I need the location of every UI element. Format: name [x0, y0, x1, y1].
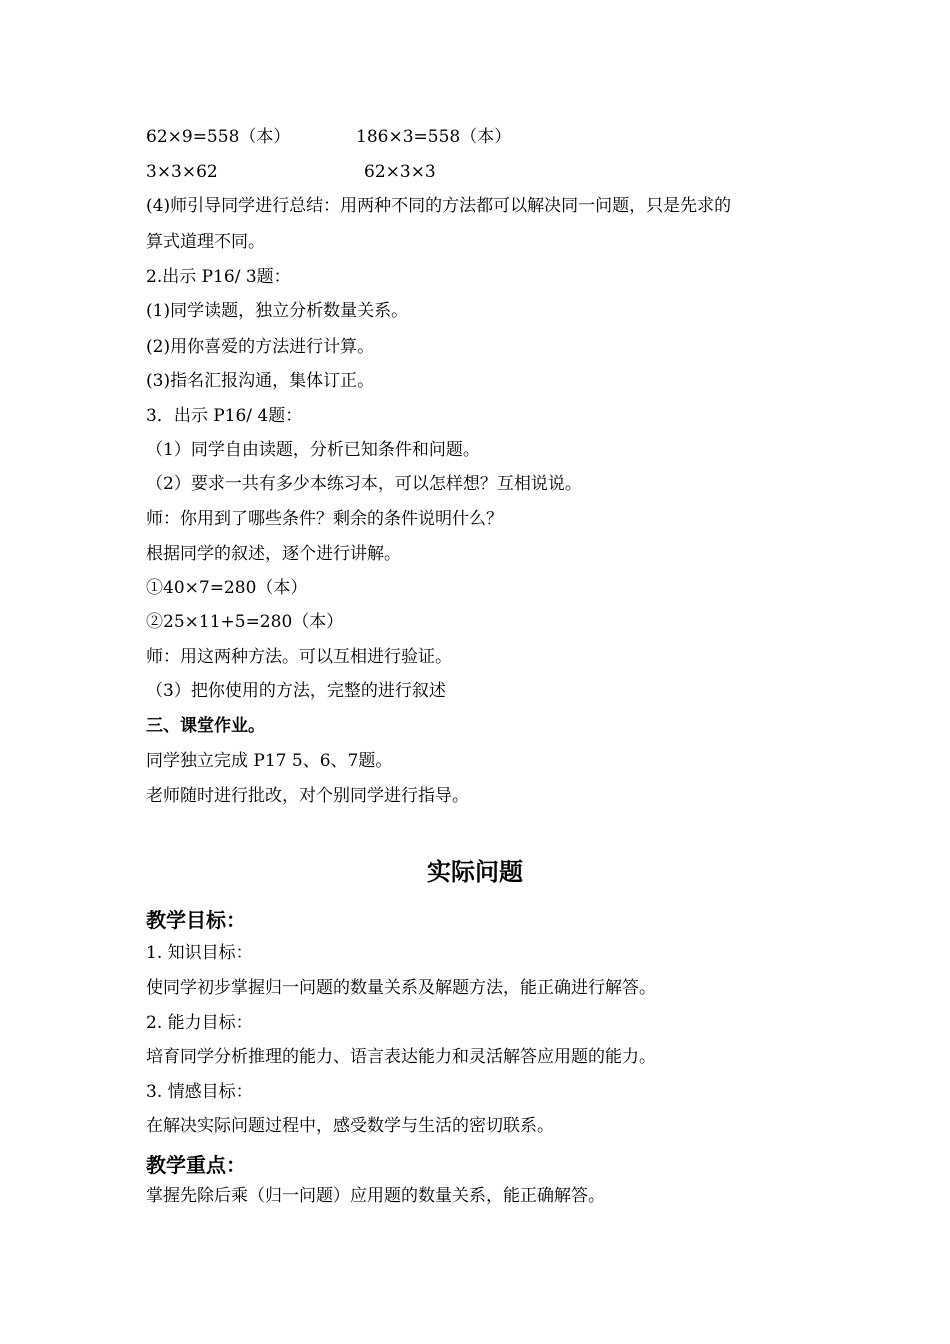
- item3-step-2: （2）要求一共有多少本练习本，可以怎样想？互相说说。: [146, 474, 582, 494]
- calculation-2: ②25×11+5=280（本）: [146, 612, 344, 632]
- equation-row-1: [146, 125, 512, 149]
- item2-step-1: (1)同学读题，独立分析数量关系。: [146, 301, 409, 321]
- goal-3-label: 3. 情感目标：: [146, 1082, 253, 1102]
- classwork-line-2: 老师随时进行批改，对个别同学进行指导。: [146, 786, 469, 806]
- item3-title: 3．出示 P16/ 4题：: [146, 406, 303, 426]
- equation-left: 3×3×62: [146, 162, 218, 182]
- item2-step-2: (2)用你喜爱的方法进行计算。: [146, 337, 375, 357]
- goal-1-label: 1. 知识目标：: [146, 943, 253, 963]
- goal-1-text: 使同学初步掌握归一问题的数量关系及解题方法，能正确进行解答。: [146, 978, 656, 998]
- summary-line-1: (4)师引导同学进行总结：用两种不同的方法都可以解决同一问题，只是先求的: [146, 196, 732, 216]
- item2-step-3: (3)指名汇报沟通，集体订正。: [146, 371, 375, 391]
- item3-step-1: （1）同学自由读题，分析已知条件和问题。: [146, 440, 480, 460]
- teacher-question: 师：你用到了哪些条件？剩余的条件说明什么？: [146, 509, 503, 529]
- summary-line-2: 算式道理不同。: [146, 232, 265, 252]
- goal-2-text: 培育同学分析推理的能力、语言表达能力和灵活解答应用题的能力。: [146, 1047, 656, 1067]
- goals-heading: 教学目标：: [146, 908, 246, 932]
- key-points-text: 掌握先除后乘（归一问题）应用题的数量关系，能正确解答。: [146, 1186, 605, 1206]
- equation-row-2: [146, 160, 436, 184]
- classwork-line-1: 同学独立完成 P17 5、6、7题。: [146, 751, 393, 771]
- calculation-1: ①40×7=280（本）: [146, 578, 308, 598]
- equation-left: 62×9=558（本）: [146, 127, 291, 147]
- goal-3-text: 在解决实际问题过程中，感受数学与生活的密切联系。: [146, 1116, 554, 1136]
- teacher-verify: 师：用这两种方法。可以互相进行验证。: [146, 647, 452, 667]
- key-points-heading: 教学重点：: [146, 1153, 246, 1177]
- goal-2-label: 2. 能力目标：: [146, 1013, 253, 1033]
- lesson-title: 实际问题: [427, 858, 523, 886]
- item2-title: 2.出示 P16/ 3题：: [146, 267, 291, 287]
- equation-right: 62×3×3: [364, 162, 436, 182]
- explanation-line: 根据同学的叙述，逐个进行讲解。: [146, 544, 401, 564]
- item3-step-3: （3）把你使用的方法，完整的进行叙述: [146, 681, 446, 701]
- equation-right: 186×3=558（本）: [356, 127, 512, 147]
- classwork-heading: 三、课堂作业。: [146, 716, 265, 736]
